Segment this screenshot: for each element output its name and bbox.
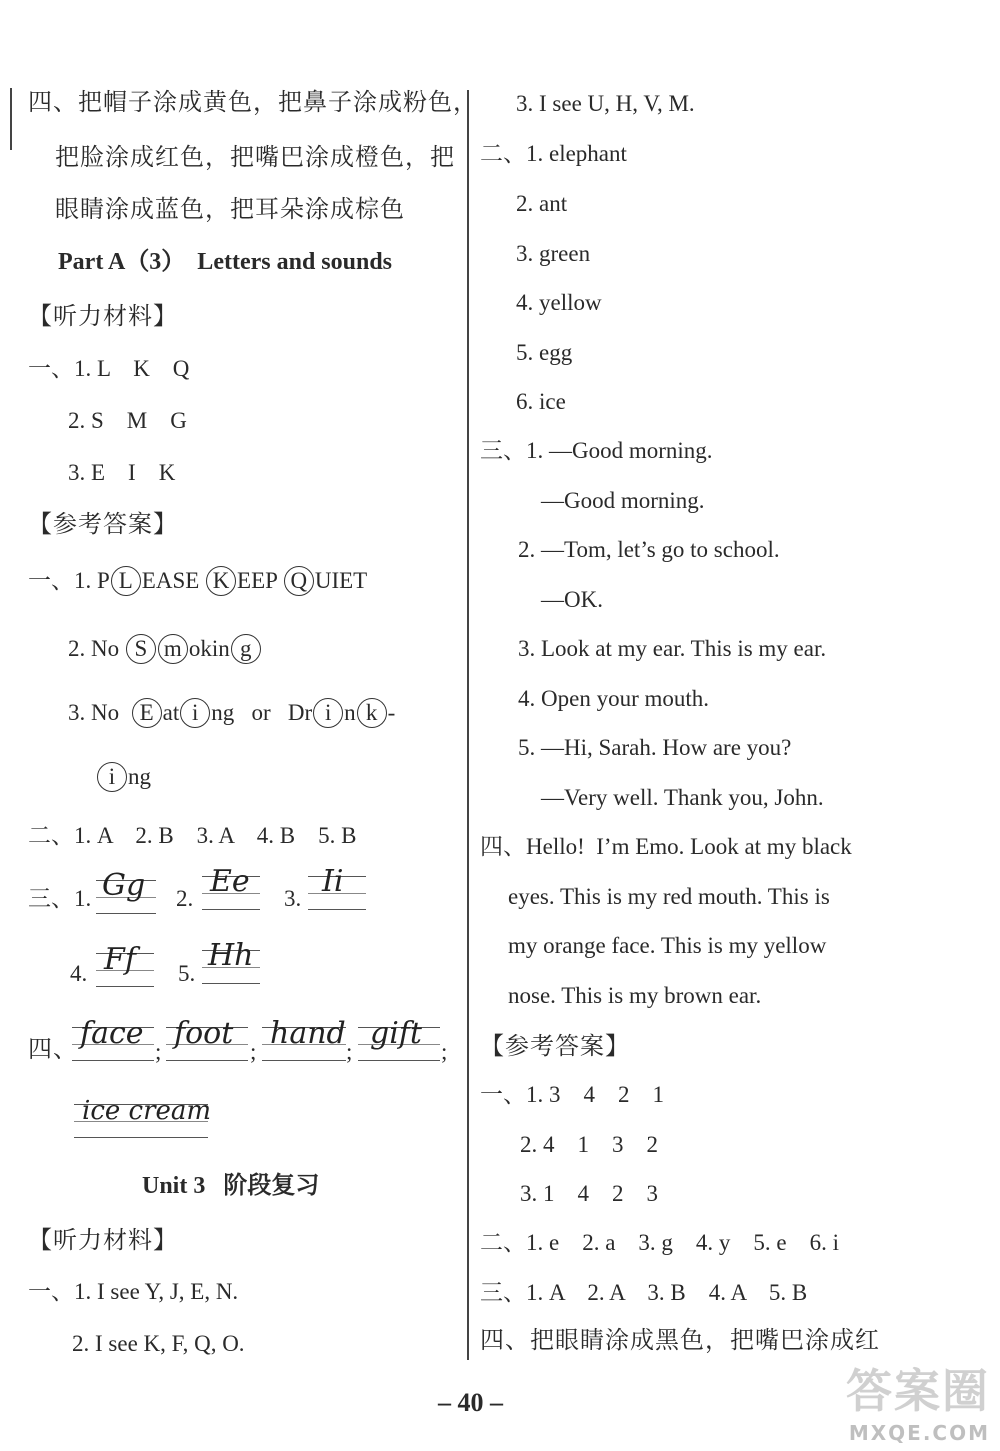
heading-cankao-1: 【参考答案】: [28, 510, 178, 538]
part-title: Part A（3） Letters and sounds: [58, 249, 393, 275]
san-label-2: 2.: [176, 886, 194, 911]
right-line-14: 5. —Hi, Sarah. How are you?: [518, 735, 792, 760]
san-label-5: 5.: [178, 961, 196, 986]
circled-letter: L: [111, 566, 141, 596]
right-line-3: 2. ant: [516, 191, 568, 216]
circled-letter: m: [158, 634, 188, 664]
hw-hh: Hh: [208, 938, 254, 973]
right-line-16: 四、Hello! I’m Emo. Look at my black: [480, 834, 852, 859]
circled-letter: i: [97, 762, 127, 792]
circled-letter: i: [180, 698, 210, 728]
right-line-6: 5. egg: [516, 340, 573, 365]
right-line-23: 二、1. e 2. a 3. g 4. y 5. e 6. i: [480, 1230, 840, 1255]
right-line-1: 3. I see U, H, V, M.: [516, 91, 695, 116]
circled-letter: g: [231, 634, 261, 664]
answer-4: i ng: [96, 762, 151, 792]
circled-letter: Q: [284, 566, 314, 596]
circled-letter: K: [206, 566, 236, 596]
right-line-5: 4. yellow: [516, 290, 602, 315]
right-line-13: 4. Open your mouth.: [518, 686, 710, 711]
right-line-20: 一、1. 3 4 2 1: [480, 1082, 664, 1107]
left-line-1: 四、把帽子涂成黄色，把鼻子涂成粉色，: [28, 88, 478, 116]
right-line-12: 3. Look at my ear. This is my ear.: [518, 636, 827, 661]
right-line-9: —Good morning.: [541, 488, 705, 513]
answer-3: 3. No E at i ng or Dr i n k -: [68, 698, 395, 728]
right-line-24: 三、1. A 2. A 3. B 4. A 5. B: [480, 1280, 808, 1305]
right-line-4: 3. green: [516, 241, 591, 266]
right-line-18: my orange face. This is my yellow: [508, 933, 827, 958]
listen-1: 一、1. L K Q: [28, 356, 190, 381]
right-line-10: 2. —Tom, let’s go to school.: [518, 537, 780, 562]
hw-gift: gift: [370, 1016, 422, 1051]
san-label-3: 3.: [284, 886, 302, 911]
san-label-1: 三、1.: [28, 886, 92, 911]
right-line-8: 三、1. —Good morning.: [480, 438, 713, 463]
hw-foot: foot: [174, 1016, 234, 1051]
column-divider: [467, 90, 469, 1360]
right-line-22: 3. 1 4 2 3: [520, 1181, 658, 1206]
hw-ii: Ii: [322, 864, 344, 899]
san-label-4: 4.: [70, 961, 88, 986]
separator: ;: [155, 1039, 162, 1064]
section-er: 二、1. A 2. B 3. A 4. B 5. B: [28, 823, 357, 848]
left-line-2: 把脸涂成红色，把嘴巴涂成橙色，把: [55, 143, 455, 171]
margin-bar: [10, 88, 12, 150]
right-line-15: —Very well. Thank you, John.: [541, 785, 824, 810]
separator: ;: [441, 1039, 448, 1064]
right-line-2: 二、1. elephant: [480, 141, 627, 166]
heading-cankao-2: 【参考答案】: [480, 1032, 630, 1060]
hw-face: face: [80, 1016, 144, 1051]
right-line-21: 2. 4 1 3 2: [520, 1132, 658, 1157]
hw-gg: Gg: [102, 868, 146, 903]
listen-2: 2. S M G: [68, 408, 187, 433]
answer-2: 2. No S m okin g: [68, 634, 262, 664]
heading-tingli-2: 【听力材料】: [28, 1226, 178, 1254]
right-line-17: eyes. This is my red mouth. This is: [508, 884, 830, 909]
right-line-11: —OK.: [541, 587, 603, 612]
separator: ;: [346, 1039, 353, 1064]
hw-ee: Ee: [210, 864, 250, 899]
hw-icecream: ice cream: [82, 1096, 212, 1126]
unit-listen-1: 一、1. I see Y, J, E, N.: [28, 1279, 239, 1304]
left-line-3: 眼睛涂成蓝色，把耳朵涂成棕色: [55, 195, 405, 223]
circled-letter: S: [126, 634, 156, 664]
si-label: 四、: [28, 1035, 78, 1063]
circled-letter: k: [357, 698, 387, 728]
hw-hand: hand: [270, 1016, 346, 1051]
right-line-19: nose. This is my brown ear.: [508, 983, 762, 1008]
listen-3: 3. E I K: [68, 460, 176, 485]
answer-1: 一、1. P L EASE K EEP Q UIET: [28, 566, 367, 596]
right-line-7: 6. ice: [516, 389, 566, 414]
heading-tingli-1: 【听力材料】: [28, 302, 178, 330]
watermark-logo: 答案圈 MXQE.COM: [846, 1364, 990, 1445]
separator: ;: [250, 1039, 257, 1064]
hw-ff: Ff: [104, 942, 136, 977]
right-line-25: 四、把眼睛涂成黑色，把嘴巴涂成红: [480, 1326, 880, 1354]
circled-letter: i: [313, 698, 343, 728]
page-number: – 40 –: [438, 1388, 503, 1417]
circled-letter: E: [132, 698, 162, 728]
unit-title: Unit 3 阶段复习: [142, 1173, 320, 1199]
unit-listen-2: 2. I see K, F, Q, O.: [72, 1331, 245, 1356]
